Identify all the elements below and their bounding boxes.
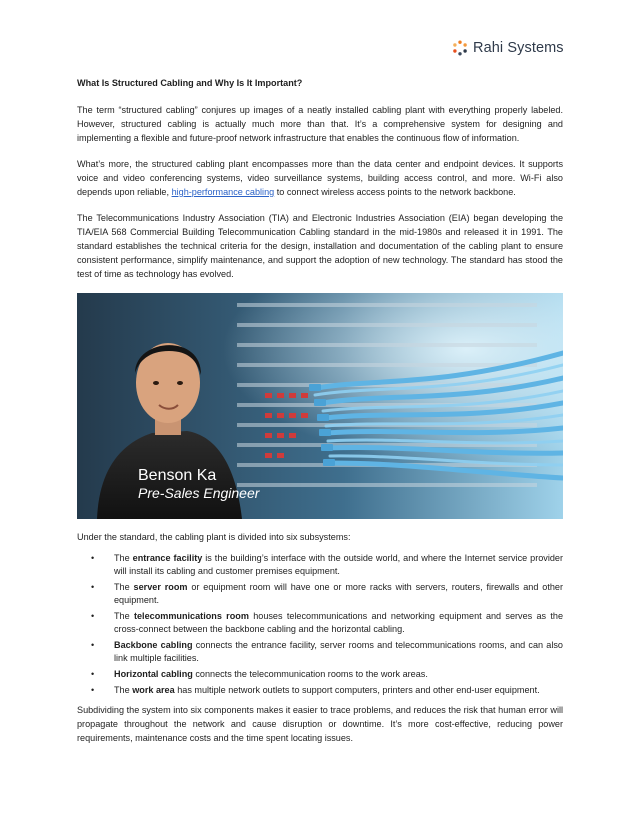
list-item-text: The (114, 685, 133, 695)
list-item-text: The (114, 582, 134, 592)
brand-name: Rahi Systems (473, 40, 564, 56)
rahi-logo-icon (452, 40, 468, 56)
paragraph-standard: The Telecommunications Industry Association (TIA) and Electronic Industries Association (EIA) began developing the TIA/EIA 568 Commercial Building Telecommunication Cabling standard in the mid-1980s and released it in 1991. The standard establishes the technical criteria for the design, installation and documentation of the cabling plant to ensure consistent performance, simplify maintenance, and support the adoption of new technology. The standard has stood the test of time as technology has evolved. (77, 213, 563, 279)
list-intro: Under the standard, the cabling plant is divided into six subsystems: (77, 532, 351, 542)
list-item-text: The (114, 611, 134, 621)
article (77, 76, 563, 757)
paragraph-scope (77, 157, 563, 199)
article-title: What Is Structured Cabling and Why Is It Important? (77, 78, 303, 88)
list-item-text: The (114, 553, 133, 563)
bullet-icon: • (91, 611, 95, 621)
bullet-icon: • (91, 582, 95, 592)
article-photo (77, 293, 563, 519)
brand-logo (452, 40, 564, 56)
caption-role: Pre-Sales Engineer (138, 485, 260, 501)
list-item-text: is the building’s interface with the outside world, and where the Internet service provider will install its cabling and customer premises equipment. (114, 553, 563, 576)
subsystems-list (77, 552, 563, 697)
list-item-term: Horizontal cabling (114, 669, 193, 679)
paragraph-conclusion: Subdividing the system into six components makes it easier to trace problems, and reduces the risk that human error will propagate throughout the network and cause disruption or downtime. It’s more cost-effective, reducing power requirements, maintenance costs and the time spent locating issues. (77, 705, 563, 743)
high-performance-cabling-link[interactable]: high-performance cabling (171, 187, 275, 197)
list-item (77, 581, 563, 607)
photo-caption (138, 466, 259, 502)
list-item-text: or equipment room will have one or more racks with servers, routers, firewalls and other equipment. (114, 582, 563, 605)
bullet-icon: • (91, 669, 95, 679)
bullet-icon: • (91, 640, 95, 650)
list-item-text: houses telecommunications and networking equipment and serves as the cross-connect between the backbone cabling and the horizontal cabling. (114, 611, 563, 634)
list-item-term: server room (133, 582, 188, 592)
list-item (77, 684, 563, 697)
paragraph-scope-text-end: to connect wireless access points to the network backbone. (274, 187, 516, 197)
paragraph-intro: The term “structured cabling” conjures up images of a neatly installed cabling plant with everything properly labeled. However, structured cabling is actually much more than that. It’s a comprehensive system for designing and implementing a flexible and future-proof network infrastructure that enables the continuous flow of information. (77, 105, 563, 143)
list-item (77, 639, 563, 665)
list-item (77, 552, 563, 578)
list-item-text: connects the telecommunication rooms to the work areas. (192, 669, 428, 679)
bullet-icon: • (91, 553, 95, 563)
bullet-icon: • (91, 685, 95, 695)
list-item-term: entrance facility (132, 553, 203, 563)
caption-name: Benson Ka (138, 467, 217, 484)
list-item-term: work area (132, 685, 175, 695)
list-item (77, 610, 563, 636)
paragraph-scope-text: What’s more, the structured cabling plant encompasses more than the data center and endpoint devices. It supports voice and video conferencing systems, video surveillance systems, building access control, and more. Wi-Fi also depends upon reliable, (77, 159, 563, 197)
list-item-term: telecommunications room (133, 611, 249, 621)
list-item-term: Backbone cabling (114, 640, 193, 650)
list-item (77, 668, 563, 681)
list-item-text: has multiple network outlets to support computers, printers and other end-user equipment. (174, 685, 540, 695)
list-item-text: connects the entrance facility, server rooms and telecommunications rooms, and can also link multiple facilities. (114, 640, 563, 663)
